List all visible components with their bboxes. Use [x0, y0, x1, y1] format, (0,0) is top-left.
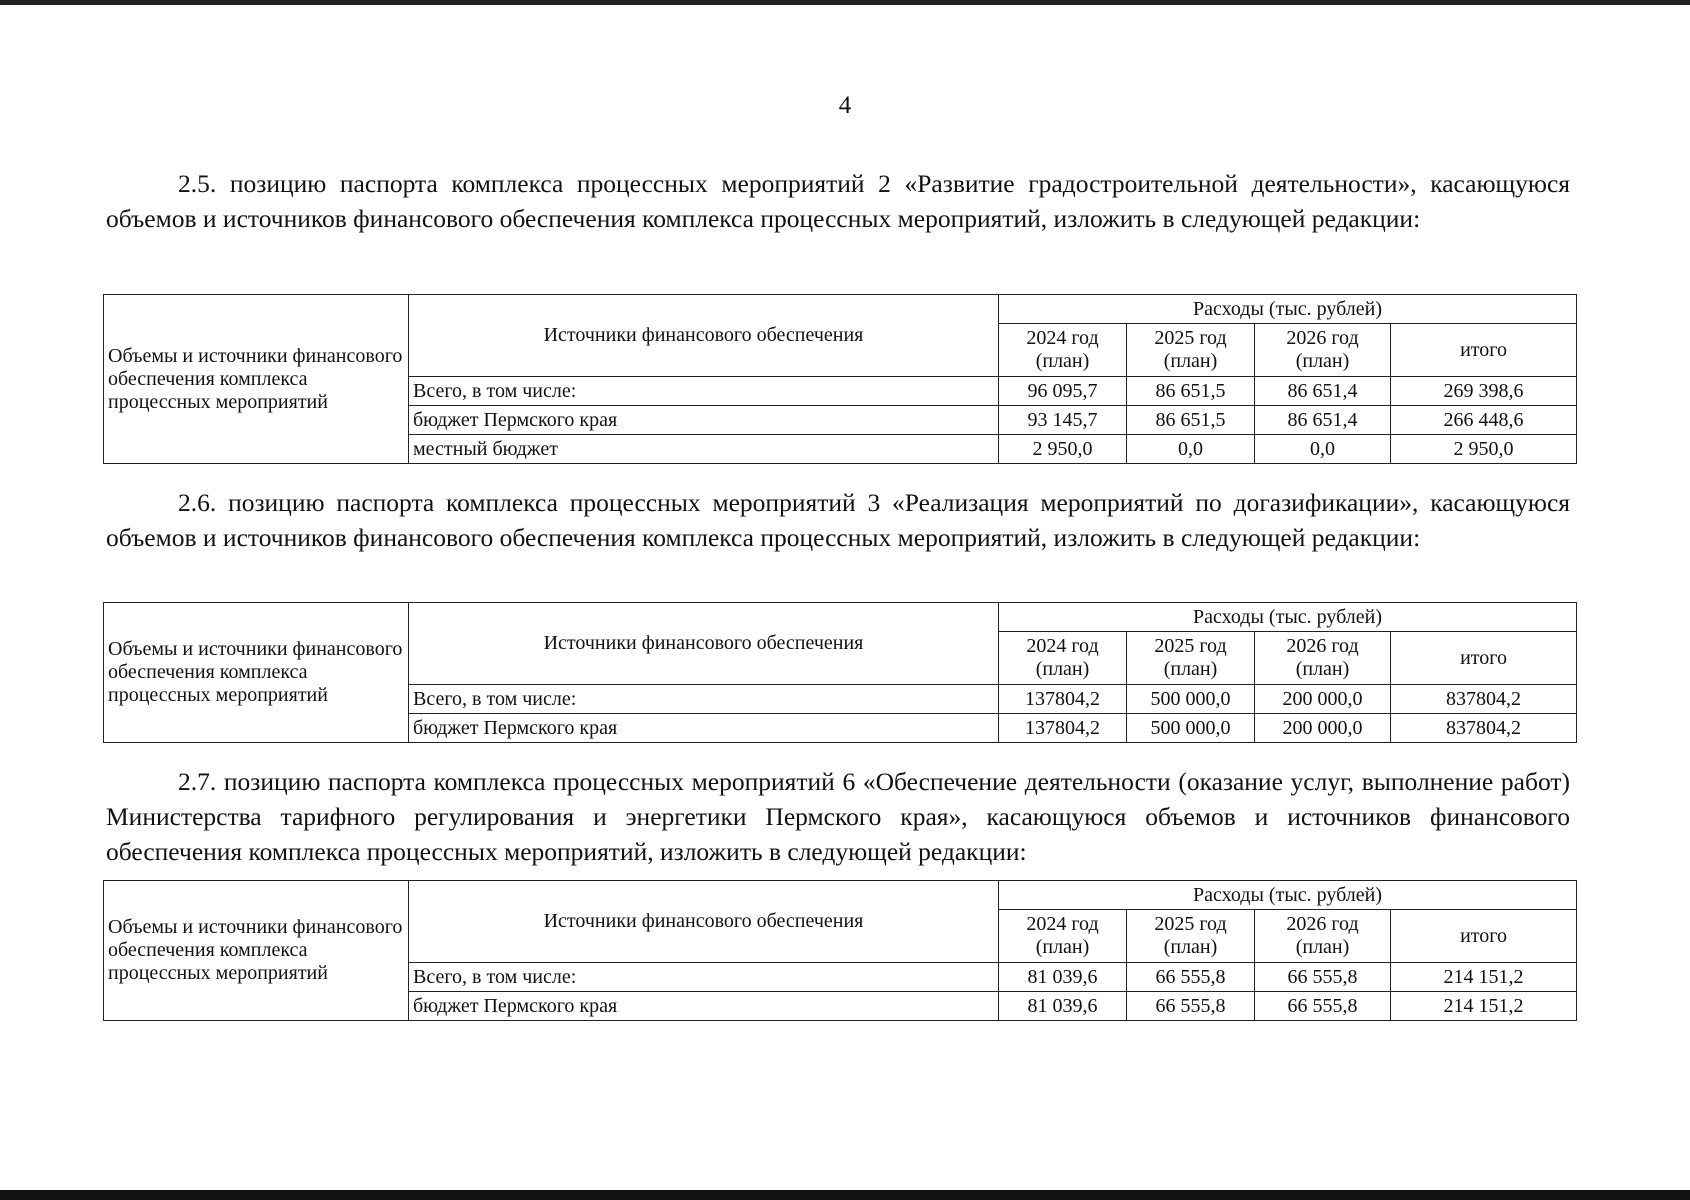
value-cell: 66 555,8	[1255, 992, 1391, 1021]
year-header-2025: 2025 год (план)	[1127, 632, 1255, 685]
value-cell: 81 039,6	[999, 992, 1127, 1021]
expenses-header: Расходы (тыс. рублей)	[999, 295, 1577, 324]
value-cell: 86 651,4	[1255, 406, 1391, 435]
year-header-2025: 2025 год (план)	[1127, 324, 1255, 377]
paragraph-text: 2.5. позицию паспорта комплекса процессных мероприятий 2 «Развитие градостроительной деятельности», касающуюся объемов и источников финансового обеспечения комплекса процессных мероприятий, изложить в следующей редакции:	[106, 169, 1570, 233]
value-cell: 93 145,7	[999, 406, 1127, 435]
value-cell: 0,0	[1127, 435, 1255, 464]
total-header: итого	[1391, 632, 1577, 685]
value-cell: 2 950,0	[999, 435, 1127, 464]
sources-header: Источники финансового обеспечения	[409, 603, 999, 685]
paragraph-2-5	[106, 166, 1570, 236]
source-cell: Всего, в том числе:	[409, 963, 999, 992]
paragraph-text: 2.7. позицию паспорта комплекса процессных мероприятий 6 «Обеспечение деятельности (оказание услуг, выполнение работ) Министерства тарифного регулирования и энергетики Пермского края», касающуюся объемов и источников финансового обеспечения комплекса процессных мероприятий, изложить в следующей редакции:	[106, 767, 1570, 866]
source-cell: Всего, в том числе:	[409, 377, 999, 406]
expenses-header: Расходы (тыс. рублей)	[999, 603, 1577, 632]
paragraph-2-7	[106, 764, 1570, 869]
source-cell: местный бюджет	[409, 435, 999, 464]
source-cell: бюджет Пермского края	[409, 992, 999, 1021]
value-cell: 66 555,8	[1127, 992, 1255, 1021]
total-header: итого	[1391, 910, 1577, 963]
total-cell: 214 151,2	[1391, 963, 1577, 992]
value-cell: 66 555,8	[1255, 963, 1391, 992]
value-cell: 86 651,4	[1255, 377, 1391, 406]
year-header-2024: 2024 год (план)	[999, 910, 1127, 963]
value-cell: 86 651,5	[1127, 406, 1255, 435]
value-cell: 500 000,0	[1127, 714, 1255, 743]
total-header: итого	[1391, 324, 1577, 377]
total-cell: 214 151,2	[1391, 992, 1577, 1021]
total-cell: 837804,2	[1391, 685, 1577, 714]
year-header-2026: 2026 год (план)	[1255, 632, 1391, 685]
scan-top-edge	[0, 0, 1690, 5]
value-cell: 200 000,0	[1255, 685, 1391, 714]
value-cell: 200 000,0	[1255, 714, 1391, 743]
year-header-2024: 2024 год (план)	[999, 632, 1127, 685]
sources-header: Источники финансового обеспечения	[409, 295, 999, 377]
source-cell: Всего, в том числе:	[409, 685, 999, 714]
total-cell: 2 950,0	[1391, 435, 1577, 464]
value-cell: 0,0	[1255, 435, 1391, 464]
table-label-cell: Объемы и источники финансового обеспечения комплекса процессных мероприятий	[104, 603, 409, 743]
value-cell: 137804,2	[999, 685, 1127, 714]
paragraph-2-6	[106, 485, 1570, 555]
scan-bottom-edge	[0, 1190, 1690, 1200]
financing-table-2-5	[103, 294, 1577, 464]
table-label-cell: Объемы и источники финансового обеспечения комплекса процессных мероприятий	[104, 881, 409, 1021]
sources-header: Источники финансового обеспечения	[409, 881, 999, 963]
total-cell: 266 448,6	[1391, 406, 1577, 435]
source-cell: бюджет Пермского края	[409, 406, 999, 435]
expenses-header: Расходы (тыс. рублей)	[999, 881, 1577, 910]
year-header-2026: 2026 год (план)	[1255, 910, 1391, 963]
financing-table-2-6	[103, 602, 1577, 743]
value-cell: 137804,2	[999, 714, 1127, 743]
source-cell: бюджет Пермского края	[409, 714, 999, 743]
year-header-2024: 2024 год (план)	[999, 324, 1127, 377]
value-cell: 86 651,5	[1127, 377, 1255, 406]
value-cell: 96 095,7	[999, 377, 1127, 406]
page-number: 4	[838, 92, 852, 119]
total-cell: 837804,2	[1391, 714, 1577, 743]
total-cell: 269 398,6	[1391, 377, 1577, 406]
year-header-2026: 2026 год (план)	[1255, 324, 1391, 377]
table-label-cell: Объемы и источники финансового обеспечения комплекса процессных мероприятий	[104, 295, 409, 464]
paragraph-text: 2.6. позицию паспорта комплекса процессных мероприятий 3 «Реализация мероприятий по догазификации», касающуюся объемов и источников финансового обеспечения комплекса процессных мероприятий, изложить в следующей редакции:	[106, 488, 1570, 552]
value-cell: 81 039,6	[999, 963, 1127, 992]
year-header-2025: 2025 год (план)	[1127, 910, 1255, 963]
value-cell: 500 000,0	[1127, 685, 1255, 714]
value-cell: 66 555,8	[1127, 963, 1255, 992]
financing-table-2-7	[103, 880, 1577, 1021]
